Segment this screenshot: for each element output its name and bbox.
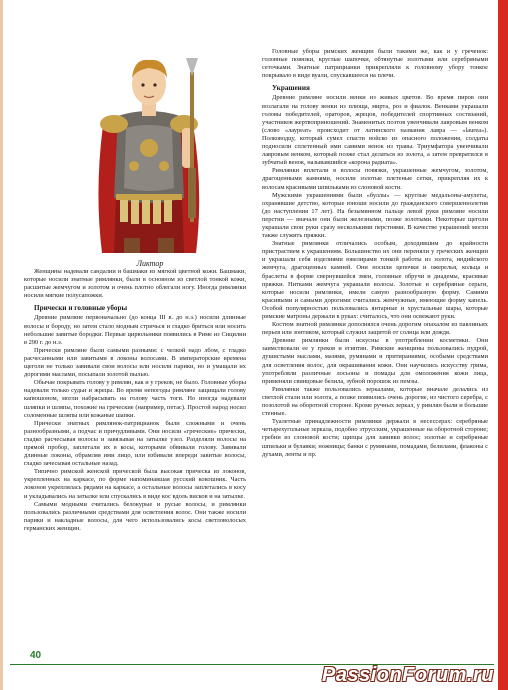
paragraph: Мужскими украшениями были «буллы» — круглые медальоны-амулеты, охранявшие детство, которые юноши носили до гражданского совершеннолетия (до наступления 17 лет). На безымянном пальце левой руки римляне носили перстни — вначале они были железными, позже золотыми. Некоторые щеголи украшали свои руки сразу несколькими перстнями. В качестве украшений могли также служить пряжки. xyxy=(262,191,488,240)
page-edge-accent-bar xyxy=(498,0,508,690)
figure-caption: Ликтор xyxy=(136,259,164,268)
paragraph: Древние римлянки были искусны в употреблении косметики. Они заимствовали ее у греков и египтян. Римские женщины пользовались пудрой, душистыми маслами, мазями, румянами и притираниями, особыми средствами для осветления волос, для окрашивания кожи. Они научились искусству грима, употребляли различные лосьоны и помады для омоложения кожи лица, применяли свинцовые белила, зубной порошок из пемзы. xyxy=(262,337,488,385)
paragraph: Знатные римлянки отличались особым, доходившим до крайности пристрастием к украшениям. Большинство их они переняли у греческих женщин и украшали себя изделиями ювелирами тонкой работы из золота, индийского жемчуга, драгоценных камней. Они носили цепочки и ожерелья, кольца и браслеты в форме свернувшейся змеи, головные обручи и диадемы, красивые пряжки. Нитками жемчуга украшали волосы. Золотые и серебряные серьги, которые носили римлянки, имели самую разнообразную форму. Самими красивыми и самыми дорогими считались жемчужные, имеющие форму капель. Особой популярностью пользовались янтарные и хрустальные шары, которые римские матроны держали в руках: считалось, что они освежают руки. xyxy=(262,240,488,320)
section-heading-hairstyles: Прически и головные уборы xyxy=(34,304,128,313)
paragraph-footwear: Женщины надевали сандалии и башмаки из мягкой цветной кожи. Башмаки, которые носили знатные римлянки, были в основном из светлой тонкой кожи, расшитые жемчугом и золотом и очень плотно облегали ногу. Иногда римлянки носили мягкие полусапожки. xyxy=(24,268,246,300)
paragraph: Типично римской женской прической была высокая прическа из локонов, укрепленных на каркасе, по форме напоминавшая русский кокошник. Часть локонов укреплялась рядами на каркасе, а остальные волосы заплетались в косу и укладывались на затылке или спускались в виде кос вдоль висков и на затылке. xyxy=(24,468,246,500)
lictor-illustration xyxy=(74,48,224,258)
paragraph: Прически знатных римлянок-патрицианок были сложными и очень разнообразными, а подчас и причудливыми. Они носили «греческие» прически, гладко расчесывая волосы и завязывая на затылке узел. Разделяли волосы на прямой пробор, заплетали их в косы, которыми обвивали голову. Завивали длинные локоны, обрамляя ими лицо, или взбивали впереди завитые волосы, гладко зачесывая остальные назад. xyxy=(24,419,246,468)
paragraph-headwear: Головные уборы римских женщин были такими же, как и у греченок: головные повязки, круглые шапочки, обтянутые золотыми или серебряными сеточками. Знатные патрицианки прикрепляли к головному убору тонкое покрывало в виде вуали, спускавшееся на плечи. xyxy=(262,48,488,80)
left-text-column xyxy=(24,268,246,648)
page-edge-rule xyxy=(0,0,3,690)
right-text-column xyxy=(262,48,488,648)
page-number: 40 xyxy=(30,650,42,661)
paragraph: Древние римляне первоначально (до конца III в. до н.э.) носили длинные волосы и бороду, но затем стало модным стричься и гладко бриться или носить небольшие завитые бородки. Первые цирюльники появились в Риме из Сицилии в 290 г. до н.э. xyxy=(24,314,246,346)
paragraph: Самыми модными считались белокурые и русые волосы, и римлянки пользовались различными средствами для осветления волос. Они также носили парики и накладные волосы, для чего использовались косы светловолосых германских женщин. xyxy=(24,500,246,532)
paragraph: Римлянки вплетали в волосы повязки, украшенные жемчугом, золотом, драгоценными камнями, носили золотые плетеные сетки, прикрепляя их к волосам красивыми шпильками из слоновой кости. xyxy=(262,167,488,191)
watermark-logo: PassionForum.ru xyxy=(322,664,494,686)
paragraph: Прически римляне были самыми разными: с челкой надо лбом, с гладко расчесанными или завитыми в локоны волосами. В императорские времена щеголи не только завивали свои волосы или носили парики, но и умащали их дорогими маслами, посыпали золотой пылью. xyxy=(24,346,246,379)
lictor-figure-svg xyxy=(74,48,224,258)
paragraph: Костюм знатной римлянки дополнялся очень дорогим опахалом из павлиньих перьев или зонтиком, который служил защитой от солнца или дождя. xyxy=(262,321,488,337)
section-heading-jewelry: Украшения xyxy=(272,84,310,93)
paragraph: Древние римляне носили венки из живых цветов. Во время пиров они возлагали на голову венки из плюща, мирта, роз и фиалок. Венками украшали головы победителей, ораторов, жрецов, победителей спортивных состязаний, участников жертвоприношений. Знаменитых поэтов увенчивали лавровым венком (слово «лауреат» происходит от латинского названия лавра — «laurea»). Полководцу, который сумел спасти войско из опасного положения, солдаты подносили сплетенный ими самими венок из травы. Триумфатора увенчивали лавровым венком, который позже стал делаться из золота, а затем превратился в зубчатый венок, называвшийся «корона радиата». xyxy=(262,94,488,167)
paragraph: Туалетные принадлежности римлянки держали в несессерах: серебряные четырехугольные зеркала, подобно этрусским, украшенные на оборотной стороне; гребни из слоновой кости; щипцы для завивки волос; золотые и серебряные шпильки и булавки; ножницы; банки с румянами, помадами, белилами, флаконы с духами, ленты и пр. xyxy=(262,418,488,458)
paragraph: Обычае покрывать голову у римлян, как и у греков, не было. Головные уборы надевали только судьи и жрецы. Во время непогоды римляне защищали голову капюшоном, могли набрасывать на голову часть тоги. Но иногда надевали шляпки и шляпы, похожие на греческие (например, петас). Простой народ носил соломенные шляпы или кожаные шапки. xyxy=(24,379,246,419)
paragraph: Римлянки также пользовались зеркалами, которые вначале делались из светлой стали или золота, а позже появились очень дорогие, из чистого серебра, с позолотой на оборотной стороне. Кроме ручных зеркал, у римлян были и большие стенные. xyxy=(262,385,488,418)
